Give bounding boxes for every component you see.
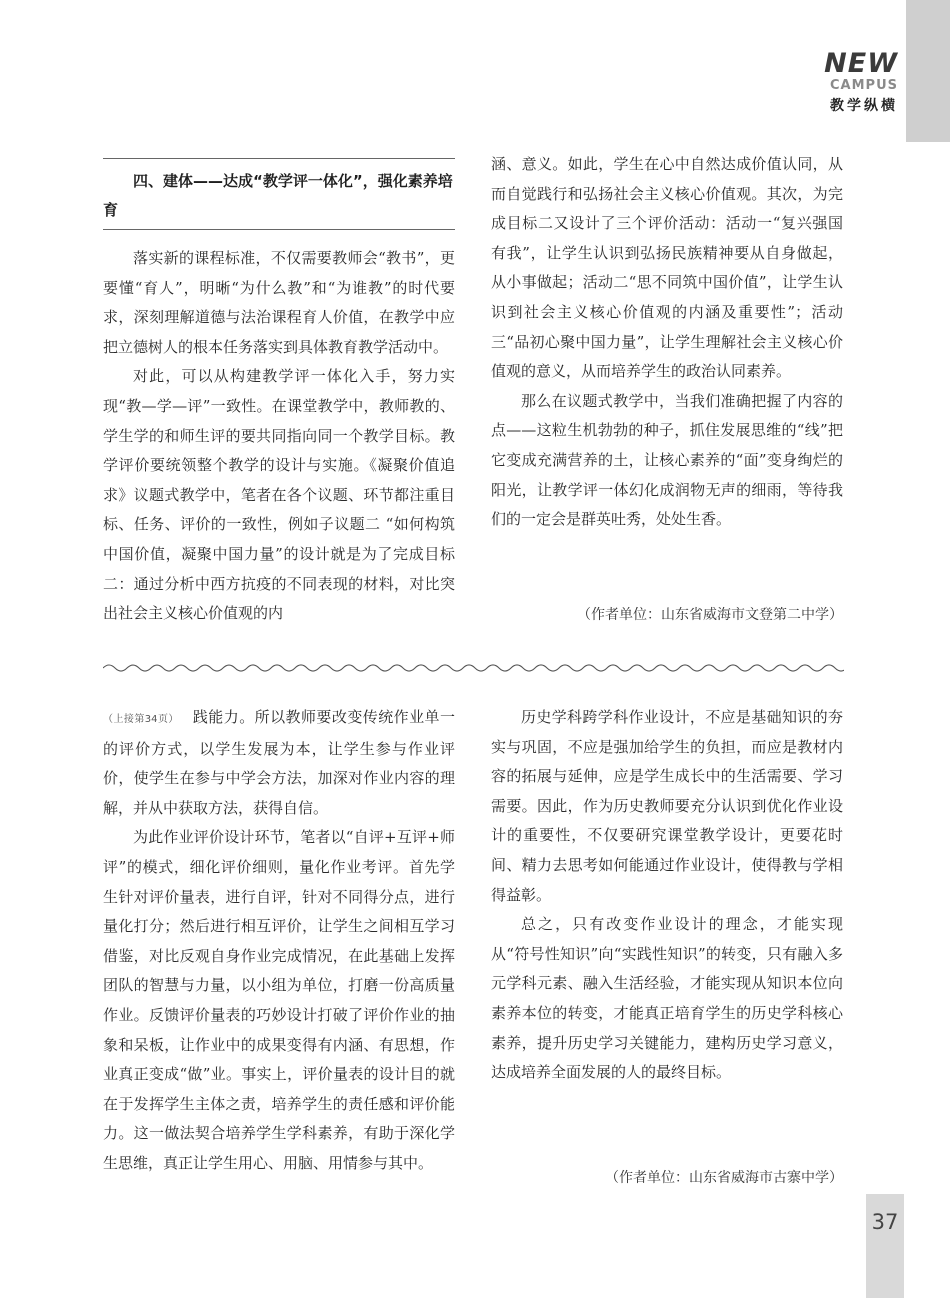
- continued-from-label: （上接第34页）: [103, 714, 179, 725]
- author-affiliation: （作者单位：山东省威海市文登第二中学）: [577, 607, 843, 623]
- article2-right-column: [491, 703, 843, 1088]
- paragraph: 历史学科跨学科作业设计，不应是基础知识的夯实与巩固，不应是强加给学生的负担，而应是教材内容的拓展与延伸，应是学生成长中的生活需要、学习需要。因此，作为历史教师要充分认识到优化作业设计的重要性，不仅要研究课堂教学设计，更要花时间、精力去思考如何能通过作业设计，使得教与学相得益彰。: [491, 708, 843, 904]
- article1-right-column: [491, 150, 843, 535]
- paragraph: 为此作业评价设计环节，笔者以“自评+互评+师评”的模式，细化评价细则，量化作业考评。首先学生针对评价量表，进行自评，针对不同得分点，进行量化打分；然后进行相互评价，让学生之间相互学习借鉴，对比反观自身作业完成情况，在此基础上发挥团队的智慧与力量，以小组为单位，打磨一份高质量作业。反馈评价量表的巧妙设计打破了评价作业的抽象和呆板，让作业中的成果变得有内涵、有思想，作业真正变成“做”业。事实上，评价量表的设计目的就在于发挥学生主体之责，培养学生的责任感和评价能力。这一做法契合培养学生学科素养，有助于深化学生思维，真正让学生用心、用脑、用情参与其中。: [103, 828, 455, 1172]
- section-title: 教学纵横: [830, 98, 898, 114]
- paragraph: [103, 703, 455, 823]
- paragraph: 那么在议题式教学中，当我们准确把握了内容的点——这粒生机勃勃的种子，抓住发展思维的“线”把它变成充满营养的土，让核心素养的“面”变身绚烂的阳光，让教学评一体幻化成润物无声的细雨，等待我们的一定会是群英吐秀，处处生香。: [491, 391, 843, 529]
- section-heading: 四、建体——达成“教学评一体化”，强化素养培育: [103, 172, 453, 219]
- brand-new-logo: NEW: [824, 48, 898, 79]
- page-number: 37: [871, 1210, 899, 1234]
- article1-left-column: [103, 244, 455, 629]
- paragraph: 涵、意义。如此，学生在心中自然达成价值认同，从而自觉践行和弘扬社会主义核心价值观。其次，为完成目标二又设计了三个评价活动：活动一“复兴强国有我”，让学生认识到弘扬民族精神要从自身做起，从小事做起；活动二“思不同筑中国价值”，让学生认识到社会主义核心价值观的内涵及重要性”；活动三“品初心聚中国力量”，让学生理解社会主义核心价值观的意义，从而培养学生的政治认同素养。: [491, 155, 843, 381]
- brand-campus-logo: CAMPUS: [830, 78, 898, 93]
- article2-left-column: [103, 703, 455, 1179]
- paragraph-text: 践能力。所以教师要改变传统作业单一的评价方式，以学生发展为本，让学生参与作业评价，使学生在参与中学会方法，加深对作业内容的理解，并从中获取方法，获得自信。: [103, 708, 455, 817]
- side-tab-top: [906, 0, 950, 142]
- wave-divider: [103, 660, 844, 676]
- paragraph: 总之，只有改变作业设计的理念，才能实现从“符号性知识”向“实践性知识”的转变，只有融入多元学科元素、融入生活经验，才能实现从知识本位向素养本位的转变，才能真正培育学生的历史学科核心素养，提升历史学习关键能力，建构历史学习意义，达成培养全面发展的人的最终目标。: [491, 915, 843, 1082]
- paragraph: 落实新的课程标准，不仅需要教师会“教书”，更要懂“育人”，明晰“为什么教”和“为谁教”的时代要求，深刻理解道德与法治课程育人价值，在教学中应把立德树人的根本任务落实到具体教育教学活动中。: [103, 249, 455, 356]
- author-affiliation: （作者单位：山东省威海市古寨中学）: [605, 1170, 843, 1186]
- paragraph: 对此，可以从构建教学评一体化入手，努力实现“教—学—评”一致性。在课堂教学中，教师教的、学生学的和师生评的要共同指向同一个教学目标。教学评价要统领整个教学的设计与实施。《凝聚价值追求》议题式教学中，笔者在各个议题、环节都注重目标、任务、评价的一致性，例如子议题二 “如何构筑中国价值，凝聚中国力量”的设计就是为了完成目标二：通过分析中西方抗疫的不同表现的材料，对比突出社会主义核心价值观的内: [103, 367, 455, 623]
- magazine-brand: [824, 50, 898, 118]
